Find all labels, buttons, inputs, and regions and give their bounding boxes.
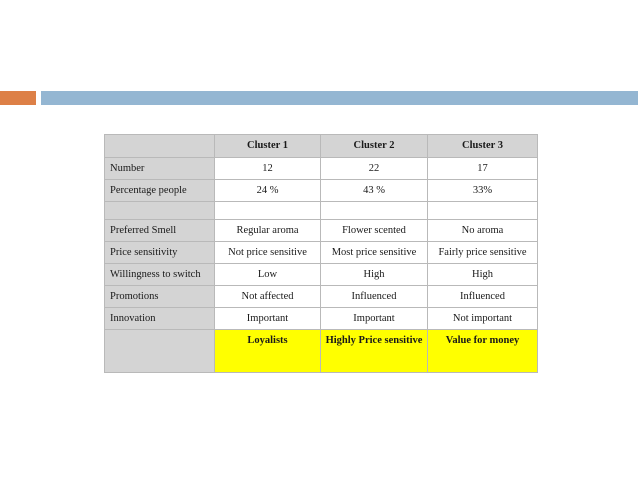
row-label: Promotions [105, 286, 215, 308]
segment-cluster-1: Loyalists [215, 330, 321, 373]
header-corner [105, 135, 215, 158]
row-preferred-smell [105, 220, 538, 242]
spacer-cell [215, 202, 321, 220]
row-label: Number [105, 158, 215, 180]
accent-bar [0, 91, 36, 105]
row-spacer [105, 202, 538, 220]
row-innovation [105, 308, 538, 330]
cell-value: No aroma [428, 220, 538, 242]
cell-value: Regular aroma [215, 220, 321, 242]
cell-value: 22 [321, 158, 428, 180]
row-promotions [105, 286, 538, 308]
cell-value: 17 [428, 158, 538, 180]
row-label: Innovation [105, 308, 215, 330]
cell-value: Influenced [321, 286, 428, 308]
cell-value: Important [321, 308, 428, 330]
cell-value: Fairly price sensitive [428, 242, 538, 264]
row-label: Preferred Smell [105, 220, 215, 242]
cell-value: 33% [428, 180, 538, 202]
cell-value: 12 [215, 158, 321, 180]
row-number [105, 158, 538, 180]
row-segment [105, 330, 538, 373]
cell-value: Flower scented [321, 220, 428, 242]
spacer-cell [428, 202, 538, 220]
row-label [105, 330, 215, 373]
cell-value: Influenced [428, 286, 538, 308]
cell-value: Not affected [215, 286, 321, 308]
spacer-cell [105, 202, 215, 220]
segment-cluster-3: Value for money [428, 330, 538, 373]
row-percentage [105, 180, 538, 202]
cell-value: Important [215, 308, 321, 330]
header-row [105, 135, 538, 158]
segment-cluster-2: Highly Price sensitive [321, 330, 428, 373]
header-cluster-3: Cluster 3 [428, 135, 538, 158]
cell-value: Low [215, 264, 321, 286]
cell-value: Not price sensitive [215, 242, 321, 264]
row-label: Willingness to switch [105, 264, 215, 286]
cell-value: High [428, 264, 538, 286]
cluster-table [104, 134, 538, 373]
cell-value: Most price sensitive [321, 242, 428, 264]
row-willingness-to-switch [105, 264, 538, 286]
row-price-sensitivity [105, 242, 538, 264]
cell-value: 24 % [215, 180, 321, 202]
row-label: Percentage people [105, 180, 215, 202]
cell-value: Not important [428, 308, 538, 330]
header-cluster-2: Cluster 2 [321, 135, 428, 158]
spacer-cell [321, 202, 428, 220]
cell-value: High [321, 264, 428, 286]
cell-value: 43 % [321, 180, 428, 202]
title-bar [41, 91, 638, 105]
row-label: Price sensitivity [105, 242, 215, 264]
header-cluster-1: Cluster 1 [215, 135, 321, 158]
